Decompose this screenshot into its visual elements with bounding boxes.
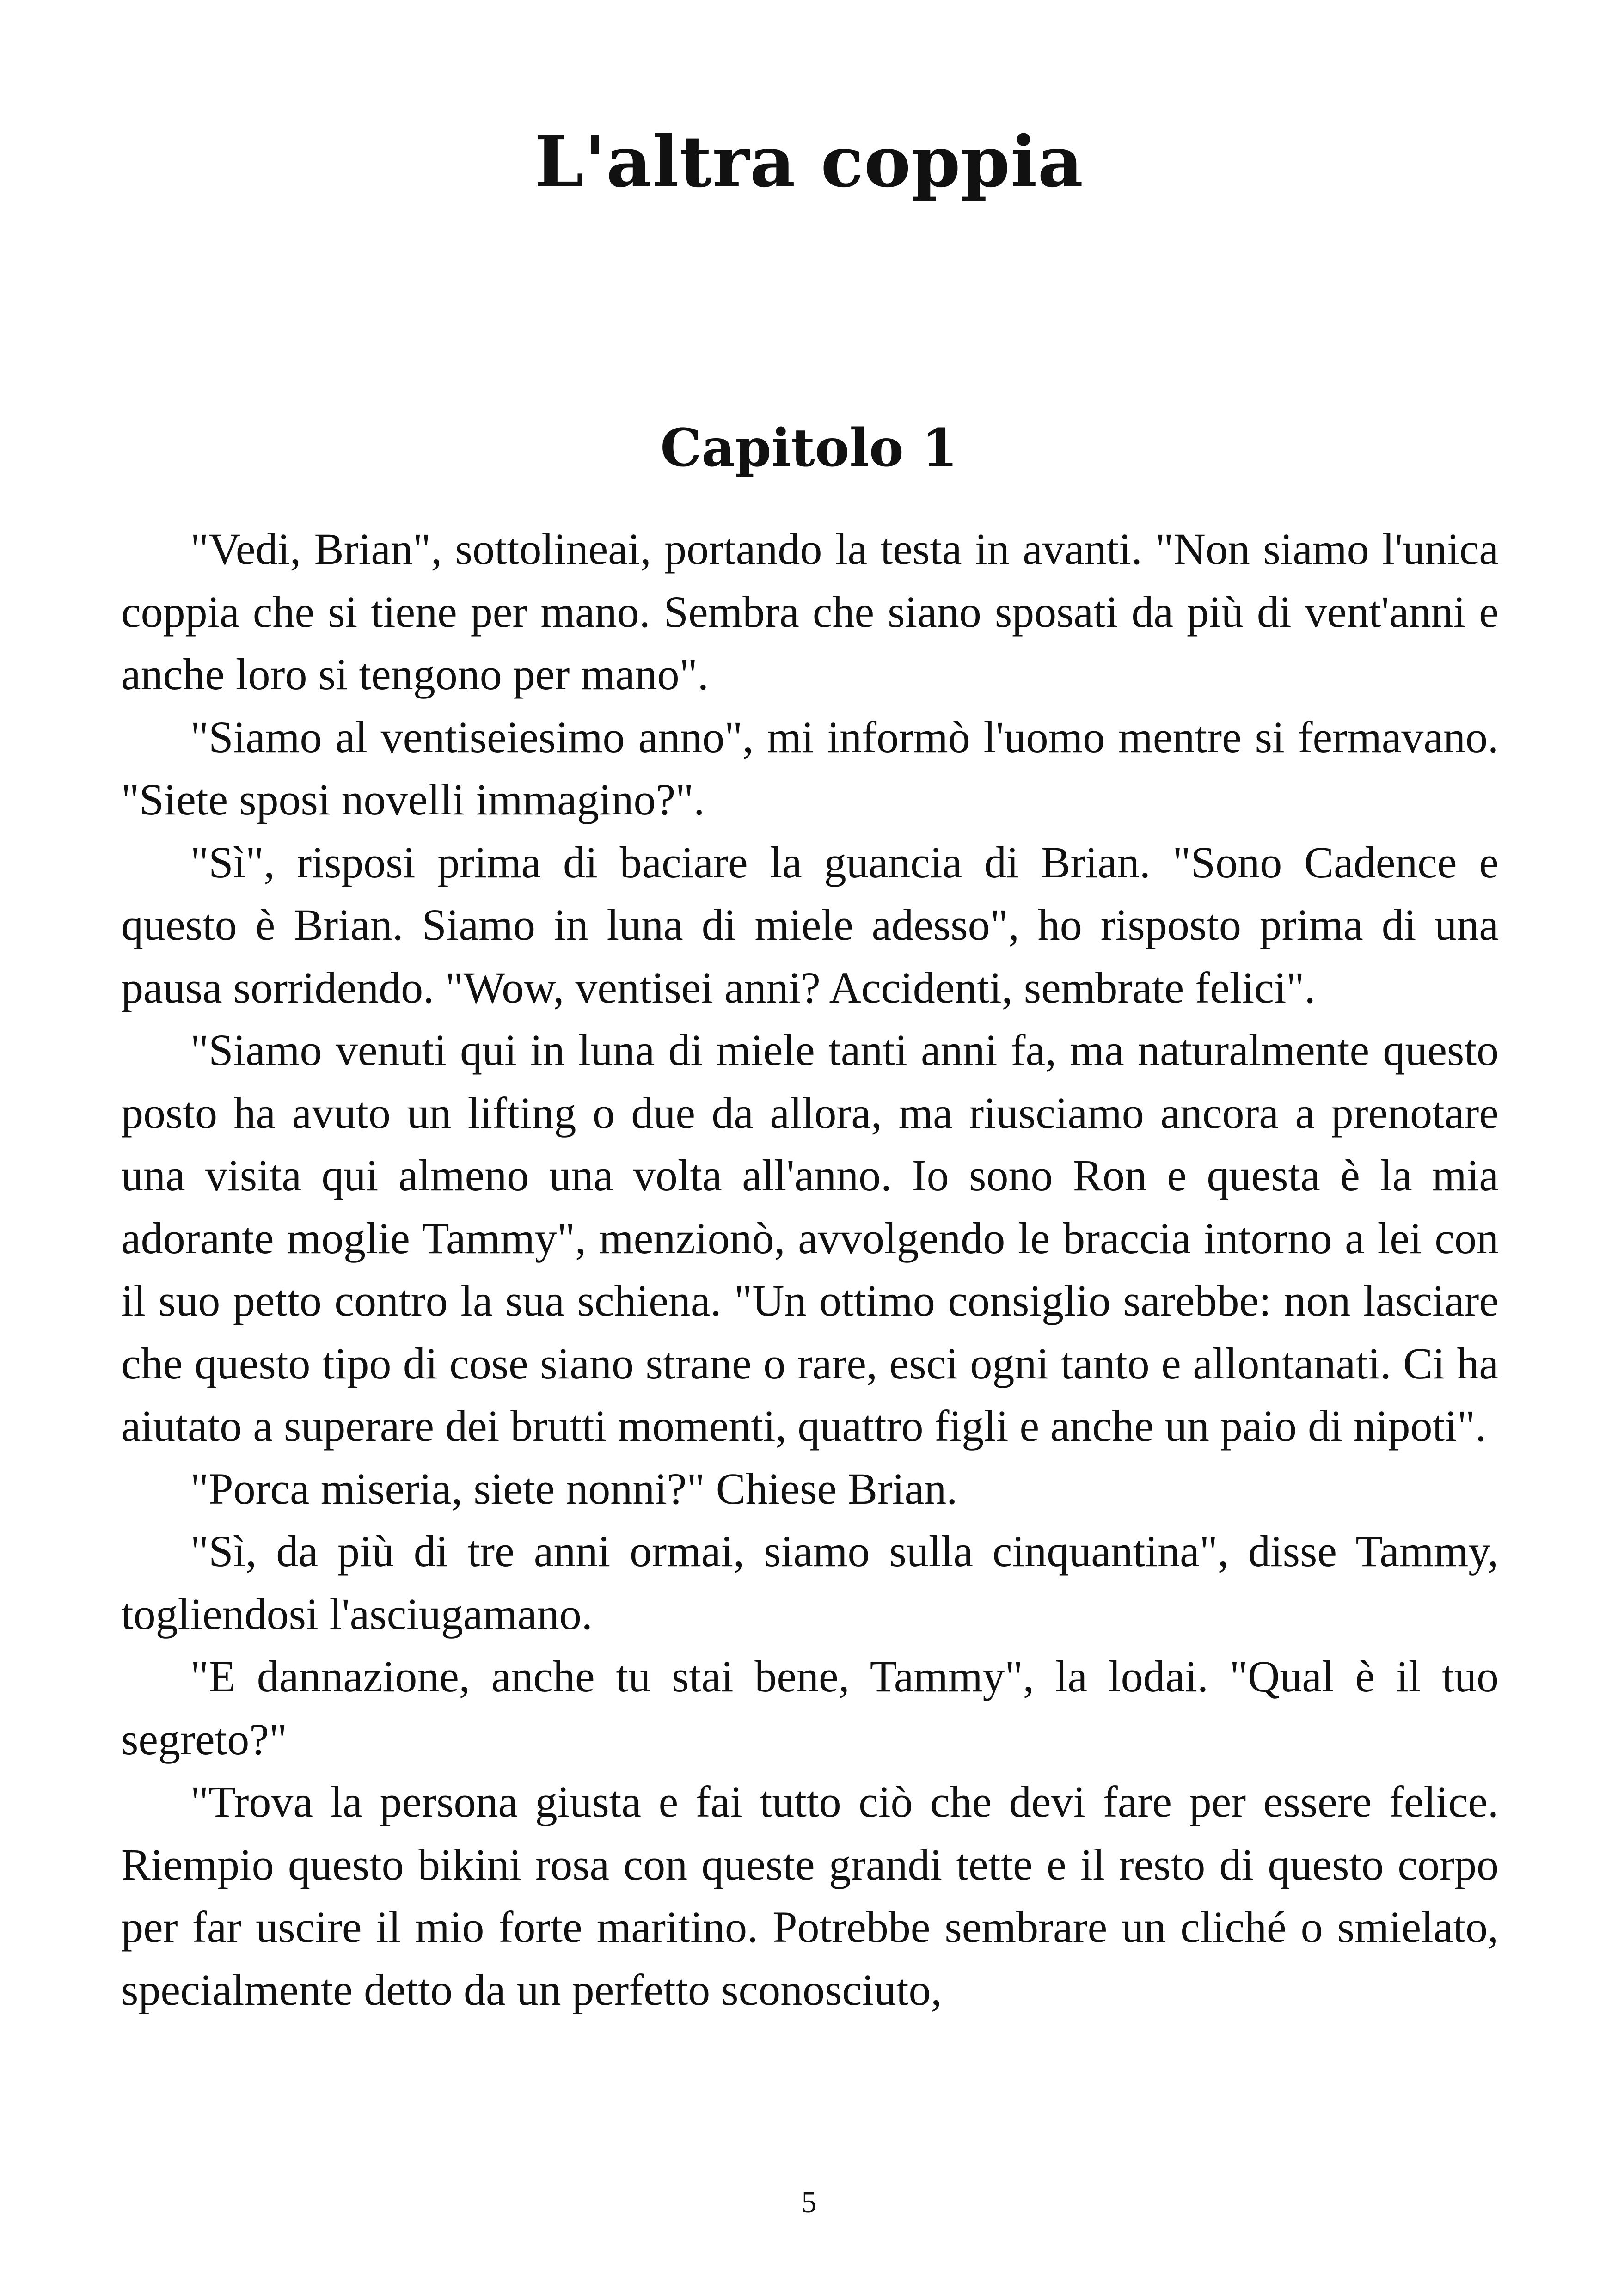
paragraph: "Sì", risposi prima di baciare la guancia di Brian. "Sono Cadence e questo è Brian. Siamo in luna di miele adesso", ho risposto prima di una pausa sorridendo. "Wow, ventisei anni? Accidenti, sembrate felici". xyxy=(121,837,1499,1012)
paragraph: "Sì, da più di tre anni ormai, siamo sulla cinquantina", disse Tammy, togliendosi l'asciugamano. xyxy=(121,1526,1499,1639)
chapter-title: Capitolo 1 xyxy=(660,418,958,478)
paragraph: "Porca miseria, siete nonni?" Chiese Brian. xyxy=(190,1463,958,1513)
paragraph: "Trova la persona giusta e fai tutto ciò che devi fare per essere felice. Riempio questo bikini rosa con queste grandi tette e il resto di questo corpo per far uscire il mio forte maritino. Potrebbe sembrare un cliché o smielato, specialmente detto da un perfetto sconosciuto, xyxy=(121,1777,1499,2014)
chapter-body xyxy=(121,518,1499,2021)
paragraph: "Vedi, Brian", sottolineai, portando la testa in avanti. "Non siamo l'unica coppia che si tiene per mano. Sembra che siano sposati da più di vent'anni e anche loro si tengono per mano". xyxy=(121,524,1499,699)
paragraph: "Siamo al ventiseiesimo anno", mi informò l'uomo mentre si fermavano. "Siete sposi novelli immagino?". xyxy=(121,712,1499,824)
page-number: 5 xyxy=(801,2186,817,2219)
book-title: L'altra coppia xyxy=(534,120,1084,203)
paragraph: "E dannazione, anche tu stai bene, Tammy", la lodai. "Qual è il tuo segreto?" xyxy=(121,1652,1499,1764)
paragraph: "Siamo venuti qui in luna di miele tanti anni fa, ma naturalmente questo posto ha avuto un lifting o due da allora, ma riusciamo ancora a prenotare una visita qui almeno una volta all'anno. Io sono Ron e questa è la mia adorante moglie Tammy", menzionò, avvolgendo le braccia intorno a lei con il suo petto contro la sua schiena. "Un ottimo consiglio sarebbe: non lasciare che questo tipo di cose siano strane o rare, esci ogni tanto e allontanati. Ci ha aiutato a superare dei brutti momenti, quattro figli e anche un paio di nipoti". xyxy=(121,1025,1499,1451)
